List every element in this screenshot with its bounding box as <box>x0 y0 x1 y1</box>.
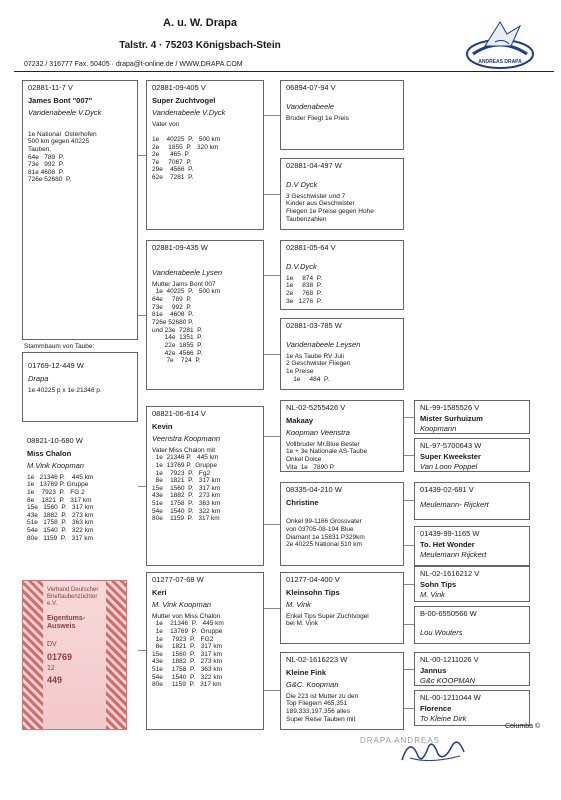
bird-name: Kevin <box>152 421 173 431</box>
text-line: Fliegen 1e Preise gegen Hohe <box>286 208 374 215</box>
ring-number: 08821-06-614 V <box>152 409 206 418</box>
bird-name: Florence <box>420 703 452 713</box>
text-line: 64e 789 P. <box>152 296 192 303</box>
ring-number: 01277-07-68 W <box>152 575 204 584</box>
ring-number: NL-02-1616212 V <box>420 569 480 578</box>
signature-stamp-text: DRAPA ANDREAS <box>360 736 440 745</box>
stamp-ring-suffix: 449 <box>47 674 63 685</box>
stamp-ring-number: 01769 <box>47 651 73 662</box>
bird-breed: Meulemann Rijckert <box>420 549 487 559</box>
stammbaum-card <box>22 352 138 422</box>
bird-name: Sohn Tips <box>420 579 457 589</box>
text-line: 43e 1882 P. 273 km <box>152 492 221 500</box>
gen2-card-7 <box>280 652 404 730</box>
ring-number: 02881-11-7 V <box>28 83 73 92</box>
bird-breed: G&C. Koopman <box>286 679 339 689</box>
bird-name: Kleine Fink <box>286 667 327 677</box>
bird-breed: D.V.Dyck <box>286 261 317 271</box>
text-line: Bruder Fliegt 1e Preis <box>286 114 349 122</box>
gen2-card-4 <box>280 400 404 472</box>
text-line: 1e 13769 P. Gruppe <box>27 481 89 489</box>
stamp-ring-prefix: DV <box>47 641 57 649</box>
text-line: 73e 992 P. <box>152 303 192 311</box>
text-line: 1e 7923 P. FG2 <box>152 635 214 643</box>
ring-number: NL-97-5700643 W <box>420 441 482 450</box>
gen3-card-7 <box>414 690 530 726</box>
text-line: von 03705-08-194 Blue <box>286 526 354 533</box>
ring-number: 06894-07-94 V <box>286 83 336 92</box>
text-line: 3e 1276 P. <box>286 297 323 305</box>
connector-line <box>264 524 280 525</box>
breeder-title: A. u. W. Drapa <box>163 17 237 29</box>
bird-lines <box>286 441 398 472</box>
stamp-text <box>47 587 107 686</box>
text-line <box>286 511 398 519</box>
gen3-card-5 <box>414 606 530 644</box>
text-line: 1e 21346 P. 445 km <box>152 454 219 462</box>
text-line: 1e 13769 P. Gruppe <box>152 461 217 469</box>
ownership-stamp <box>22 580 127 730</box>
stamp-subtitle: Eigentums-Ausweis <box>47 614 86 630</box>
text-line: Enkel Tips Super Zuchtvogel <box>286 612 369 620</box>
mother-card <box>22 434 138 579</box>
gen3-card-0 <box>414 400 530 434</box>
bird-breed: G&c KOOPMAN <box>420 675 476 685</box>
ring-number: 01439-02-681 V <box>420 485 474 494</box>
connector-line <box>404 455 414 456</box>
text-line: 15e 1560 P. 317 km <box>27 504 94 512</box>
connector-line <box>404 669 414 670</box>
bird-breed: Vandenabeele Leysen <box>286 339 361 349</box>
text-line: 726e 52680 P. <box>152 318 194 326</box>
text-line: 51e 1758 P. 363 km <box>27 519 94 527</box>
text-line: Diamant 1e 15831 P329km <box>286 533 365 541</box>
connector-line <box>138 486 146 487</box>
bird-breed: Meulemann- Rijckert <box>420 499 489 509</box>
text-line: Vita 1e 7890 P. <box>286 463 335 471</box>
ring-number: 02881-05-64 V <box>286 243 336 252</box>
text-line: 1e 40225 p x 1e 21346 p. <box>28 386 102 394</box>
connector-line <box>264 608 280 609</box>
text-line: 8e 1821 P. 317 km <box>152 477 221 485</box>
signature-icon <box>340 728 500 773</box>
connector-line <box>404 545 414 546</box>
connector-line <box>264 354 280 355</box>
text-line: bei M. Vink <box>286 620 319 628</box>
bird-lines <box>152 121 258 182</box>
bird-breed: Koopman Veenstra <box>286 427 350 437</box>
text-line: 1e 7923 P. FG 2 <box>27 488 85 496</box>
bird-lines <box>286 275 398 306</box>
bird-breed: Lou Wouters <box>420 627 463 637</box>
pigeon-logo-icon <box>465 16 535 70</box>
gen1-card-3 <box>146 572 264 730</box>
connector-line <box>404 708 414 709</box>
bird-lines <box>152 613 258 690</box>
text-line: 1e 40225 P. 500 km <box>152 288 221 296</box>
gen3-card-2 <box>414 482 530 520</box>
text-line: 500 km gegen 40225 <box>28 138 90 146</box>
ring-number: 02881-03-785 W <box>286 321 342 330</box>
bird-name: Mister Surhuizum <box>420 413 483 423</box>
bird-name: James Bont "007" <box>28 95 93 105</box>
text-line: 81e 4608 P. <box>152 311 194 319</box>
text-line: Super Reise Tauben mit <box>286 715 356 723</box>
text-line: 1e 21346 P. 445 km <box>152 620 224 628</box>
connector-line <box>264 194 280 195</box>
main-bird-lines <box>28 131 132 185</box>
text-line: 1e 7923 P. Fg2 <box>152 469 211 477</box>
text-line: 42e 4566 P. <box>152 349 203 357</box>
ring-number: 01277-04-400 V <box>286 575 340 584</box>
text-line: 2 Geschwister Fliegen <box>286 360 351 368</box>
connector-line <box>404 624 414 625</box>
text-line: 8e 1821 P. 317 km <box>27 496 92 504</box>
bird-name: Christine <box>286 497 319 507</box>
connector-line <box>264 690 280 691</box>
gen1-card-0 <box>146 80 264 230</box>
text-line: 3 Geschwister und 7 <box>286 192 346 200</box>
text-line: und 23e 7281 P. <box>152 326 203 334</box>
stamp-title: Verband Deutscher Brieftaubenzüchter e.V. <box>47 587 99 608</box>
text-line: 2e 465 P. <box>152 151 190 159</box>
text-line: 7e 7067 P. <box>152 158 192 166</box>
text-line: 14e 1351 P. <box>152 334 203 342</box>
bird-breed: Drapa <box>28 373 49 383</box>
bird-name: Makaay <box>286 415 314 425</box>
gen2-card-3 <box>280 318 404 390</box>
connector-line <box>138 650 146 651</box>
stamp-border <box>106 581 126 729</box>
gen1-card-2 <box>146 406 264 566</box>
breeder-address: Talstr. 4 · 75203 Königsbach-Stein <box>119 40 281 51</box>
text-line: 81e 4608 P. <box>28 168 65 176</box>
text-line: 1e 13769 P. Gruppe <box>152 627 223 635</box>
gen1-card-1 <box>146 240 264 390</box>
bird-lines <box>152 447 258 524</box>
text-line: 1e Preise <box>286 368 314 375</box>
text-line: 51e 1758 P. 363 km <box>152 500 221 508</box>
bird-name: Super Kweekster <box>420 451 481 461</box>
ring-number: 02881-09-405 V <box>152 83 206 92</box>
bird-breed: M. Vink <box>286 599 311 609</box>
ring-number: 02881-04-497 W <box>286 161 342 170</box>
gen3-card-3 <box>414 526 530 566</box>
header <box>0 0 561 75</box>
bird-breed: M. Vink Koopman <box>152 599 212 609</box>
text-line: Onkel 99-1166 Grossvater <box>286 518 362 526</box>
gen2-card-6 <box>280 572 404 644</box>
text-line: 189,333,197,356 alles <box>286 707 350 715</box>
ring-number: NL-00-1211026 V <box>420 655 479 664</box>
text-line: 22e 1855 P. <box>152 341 203 349</box>
text-line: 73e 992 P. <box>28 161 65 169</box>
text-line: 80e 1159 P. 317 km <box>27 534 93 542</box>
text-line: 15e 1560 P. 317 km <box>152 650 222 658</box>
ring-number: NL-00-1211044 W <box>420 693 481 702</box>
ring-number: 02881-09-435 W <box>152 243 208 252</box>
connector-line <box>264 436 280 437</box>
bird-breed: Koopmann <box>420 423 457 433</box>
text-line: Mutter Jams Bont 007 <box>152 280 216 288</box>
ring-number: NL-02-5255426 V <box>286 403 346 412</box>
ring-number: 01769-12-449 W <box>28 361 84 370</box>
stammbaum-label: Stammbaum von Taube: <box>24 343 95 350</box>
stammbaum-lines <box>28 387 132 395</box>
bird-name: Miss Chalon <box>27 448 72 458</box>
gen2-card-2 <box>280 240 404 310</box>
text-line: Die 223 ist Mutter zu den <box>286 692 359 700</box>
logo-text: ANDREAS DRAPA <box>478 59 522 65</box>
bird-breed: Vandenabeele <box>286 101 335 111</box>
text-line: 29e 4566 P. <box>152 166 194 174</box>
text-line: Vater von <box>152 120 180 128</box>
text-line: Onkel Dolce <box>286 455 322 463</box>
ring-number: NL-99-1585526 V <box>420 403 480 412</box>
text-line: 64e 789 P. <box>28 153 65 161</box>
bird-lines <box>286 613 398 628</box>
gen3-card-4 <box>414 566 530 602</box>
text-line: 15e 1560 P. 317 km <box>152 484 221 492</box>
text-line: Vater Miss Chalon mit <box>152 446 216 454</box>
text-line: 726e 52680 P. <box>28 176 72 184</box>
text-line: 2e 40225 National 510 km <box>286 541 362 549</box>
ring-number: B-00-6550566 W <box>420 609 477 618</box>
connector-line <box>138 315 146 316</box>
bird-breed: Vandenabeele Lysen <box>152 267 223 277</box>
bird-breed: Van Loon Poppel <box>420 461 478 471</box>
text-line: 1e 874 P. <box>286 274 323 282</box>
header-divider <box>14 71 554 72</box>
bird-name: Keri <box>152 587 167 597</box>
text-line: 1e 40225 P. 500 km <box>152 135 221 143</box>
text-line: Top Fliegern 465,351 <box>286 700 348 708</box>
bird-name: Kleinsohn Tips <box>286 587 340 597</box>
bird-name: To. Het Wonder <box>420 539 475 549</box>
ring-number: NL-02-1616223 W <box>286 655 348 664</box>
breeder-contact: 07232 / 316777 Fax. 50405 · drapa@t-online.de / WWW.DRAPA.COM <box>24 61 243 68</box>
bird-lines <box>286 193 398 224</box>
stamp-ring-year: 12 <box>47 664 55 672</box>
connector-line <box>264 275 280 276</box>
bird-breed: M.Vink Koopman <box>27 460 84 470</box>
text-line: 43e 1882 P. 273 km <box>27 511 94 519</box>
text-line: 51e 1758 P. 363 km <box>152 666 222 674</box>
text-line: 54e 1540 P. 322 km <box>27 527 94 535</box>
text-line: 54e 1540 P. 322 km <box>152 673 222 681</box>
bird-lines <box>286 693 398 724</box>
gen2-card-5 <box>280 482 404 566</box>
text-line: 43e 1882 P. 273 km <box>152 658 222 666</box>
text-line: 2e 1855 P. 320 km <box>152 143 219 151</box>
text-line: 1e 838 P. <box>286 282 323 290</box>
gen2-card-0 <box>280 80 404 150</box>
text-line: 62e 7281 P. <box>152 174 194 182</box>
bird-breed: Veenstra Koopmann <box>152 433 221 443</box>
text-line: 7e 724 P. <box>152 357 201 365</box>
text-line: 80e 1159 P. 317 km <box>152 515 220 523</box>
bird-breed: M. Vink <box>420 589 445 599</box>
text-line: 1e As Taube RV Juli <box>286 352 344 360</box>
bird-name: Jannus <box>420 665 447 675</box>
text-line: Tauben. <box>28 145 52 153</box>
gen2-card-1 <box>280 158 404 230</box>
bird-breed: D.V Dyck <box>286 179 318 189</box>
text-line: 1e 484 P. <box>286 375 330 383</box>
bird-lines <box>286 511 398 549</box>
bird-name: Super Zuchtvogel <box>152 95 216 105</box>
stamp-border <box>23 581 43 729</box>
connector-line <box>404 417 414 418</box>
text-line: Mutter von Miss Chalon <box>152 612 221 620</box>
text-line: 80e 1159 P. 317 km <box>152 681 222 689</box>
columba-credit: Columba © <box>505 723 541 730</box>
bird-lines <box>286 353 398 384</box>
connector-line <box>138 155 146 156</box>
text-line: 1e National Osterhofen <box>28 130 97 138</box>
bird-breed: Vandenabeele V.Dyck <box>152 107 226 117</box>
text-line <box>152 128 258 136</box>
ring-number: 08335-04-210 W <box>286 485 342 494</box>
connector-line <box>404 584 414 585</box>
ring-number: 08821-10-680 W <box>27 436 83 445</box>
connector-line <box>264 115 280 116</box>
bird-lines <box>286 115 398 123</box>
text-line: 54e 1540 P. 322 km <box>152 507 221 515</box>
ring-number: 01439-99-1165 W <box>420 529 480 538</box>
text-line: 2e 768 P. <box>286 290 323 297</box>
gen3-card-1 <box>414 438 530 472</box>
text-line: 8e 1821 P. 317 km <box>152 643 222 651</box>
mother-lines <box>27 474 133 543</box>
text-line: 1e + 3e Nationale AS-Taube <box>286 448 368 456</box>
connector-line <box>404 500 414 501</box>
bird-breed: Vandenabeele V.Dyck <box>28 107 102 117</box>
text-line: Taubenzahlen <box>286 215 327 223</box>
bird-lines <box>152 281 258 365</box>
text-line: Kinder aus Geschwister <box>286 200 355 208</box>
text-line: Vollbruder Mr.Blue Bester <box>286 440 360 448</box>
gen3-card-6 <box>414 652 530 686</box>
bird-breed: To Kleine Dirk <box>420 713 467 723</box>
text-line: 1e 21346 P. 445 km <box>27 473 94 481</box>
main-bird-card <box>22 80 138 340</box>
